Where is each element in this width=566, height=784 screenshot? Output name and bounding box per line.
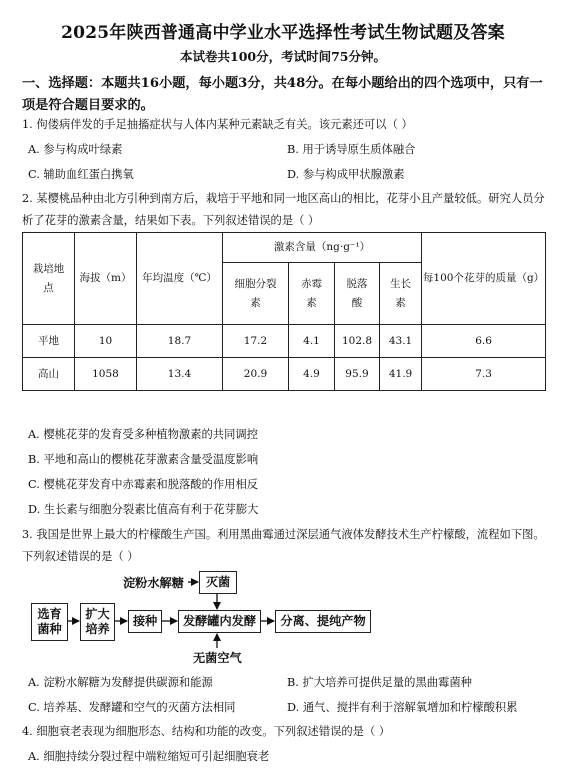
flow-fermenter-box: 发酵罐内发酵 bbox=[178, 610, 261, 633]
header-abscisic-acid: 脱落 酸 bbox=[335, 263, 380, 325]
q3-stem-line1: 3. 我国是世界上最大的柠檬酸生产国。利用黑曲霉通过深层通气液体发酵技术生产柠檬酸，流程如下图。 bbox=[22, 528, 545, 541]
table-cell: 4.9 bbox=[289, 358, 335, 391]
flow-air-label: 无菌空气 bbox=[193, 651, 242, 665]
header-hormone: 激素含量（ng·g⁻¹） bbox=[223, 233, 422, 263]
header-cytokinin: 细胞分裂 素 bbox=[223, 263, 289, 325]
flow-expand-culture-box: 扩大 培养 bbox=[80, 603, 115, 641]
q2-stem-line2: 析了花芽的激素含量，结果如下表。下列叙述错误的是（ ） bbox=[22, 214, 320, 227]
q2-option-d: D. 生长素与细胞分裂素比值高有利于花芽膨大 bbox=[28, 503, 259, 516]
flow-inoculate-box: 接种 bbox=[128, 610, 162, 633]
header-altitude: 海拔（m） bbox=[75, 233, 137, 325]
table-cell: 102.8 bbox=[335, 325, 380, 358]
q2-option-b: B. 平地和高山的樱桃花芽激素含量受温度影响 bbox=[28, 453, 259, 466]
page-title: 2025年陕西普通高中学业水平选择性考试生物试题及答案 bbox=[61, 23, 505, 43]
q3-option-b: B. 扩大培养可提供足量的黑曲霉菌种 bbox=[287, 676, 472, 689]
header-gibberellin: 赤霉 素 bbox=[289, 263, 335, 325]
table-cell: 95.9 bbox=[335, 358, 380, 391]
q3-option-c: C. 培养基、发酵罐和空气的灭菌方法相同 bbox=[28, 701, 236, 714]
table-cell: 10 bbox=[75, 325, 137, 358]
header-auxin: 生长 素 bbox=[380, 263, 422, 325]
table-cell: 43.1 bbox=[380, 325, 422, 358]
q4-stem: 4. 细胞衰老表现为细胞形态、结构和功能的改变。下列叙述错误的是（ ） bbox=[22, 725, 391, 738]
table-cell: 高山 bbox=[23, 358, 75, 391]
q1-option-b: B. 用于诱导原生质体融合 bbox=[287, 143, 416, 156]
table-cell: 6.6 bbox=[422, 325, 546, 358]
q1-option-a: A. 参与构成叶绿素 bbox=[28, 143, 123, 156]
q3-stem-line2: 下列叙述错误的是（ ） bbox=[22, 550, 139, 563]
header-temperature: 年均温度（℃） bbox=[137, 233, 223, 325]
section-heading-line2: 项是符合题目要求的。 bbox=[22, 98, 154, 113]
section-heading-line1: 一、选择题：本题共16小题，每小题3分，共48分。在每小题给出的四个选项中，只有一 bbox=[22, 76, 543, 91]
exam-info: 本试卷共100分，考试时间75分钟。 bbox=[180, 49, 386, 64]
table-cell: 平地 bbox=[23, 325, 75, 358]
flow-select-strain-box: 选育 菌种 bbox=[31, 603, 68, 641]
flow-sterilize-box: 灭菌 bbox=[199, 571, 237, 594]
q1-option-c: C. 辅助血红蛋白携氧 bbox=[28, 168, 134, 181]
q4-option-a: A. 细胞持续分裂过程中端粒缩短可引起细胞衰老 bbox=[28, 750, 270, 763]
table-cell: 7.3 bbox=[422, 358, 546, 391]
q2-option-a: A. 樱桃花芽的发育受多种植物激素的共同调控 bbox=[28, 428, 258, 441]
table-cell: 13.4 bbox=[137, 358, 223, 391]
q1-option-d: D. 参与构成甲状腺激素 bbox=[287, 168, 405, 181]
q2-stem-line1: 2. 某樱桃品种由北方引种到南方后，栽培于平地和同一地区高山的相比，花芽小且产量较低。研究人员分 bbox=[22, 192, 545, 205]
table-cell: 18.7 bbox=[137, 325, 223, 358]
q3-option-a: A. 淀粉水解糖为发酵提供碳源和能源 bbox=[28, 676, 213, 689]
header-mass: 每100个花芽的质量（g） bbox=[422, 233, 546, 325]
flow-separate-box: 分离、提纯产物 bbox=[275, 610, 371, 633]
q3-option-d: D. 通气、搅拌有利于溶解氧增加和柠檬酸积累 bbox=[287, 701, 518, 714]
table-cell: 17.2 bbox=[223, 325, 289, 358]
q1-stem: 1. 佝偻病伴发的手足抽搐症状与人体内某种元素缺乏有关。该元素还可以（ ） bbox=[22, 118, 413, 131]
q2-option-c: C. 樱桃花芽发育中赤霉素和脱落酸的作用相反 bbox=[28, 478, 259, 491]
table-cell: 1058 bbox=[75, 358, 137, 391]
flow-starch-label: 淀粉水解糖 bbox=[123, 576, 184, 590]
table-cell: 4.1 bbox=[289, 325, 335, 358]
header-site: 栽培地 点 bbox=[23, 233, 75, 325]
table-cell: 20.9 bbox=[223, 358, 289, 391]
table-cell: 41.9 bbox=[380, 358, 422, 391]
